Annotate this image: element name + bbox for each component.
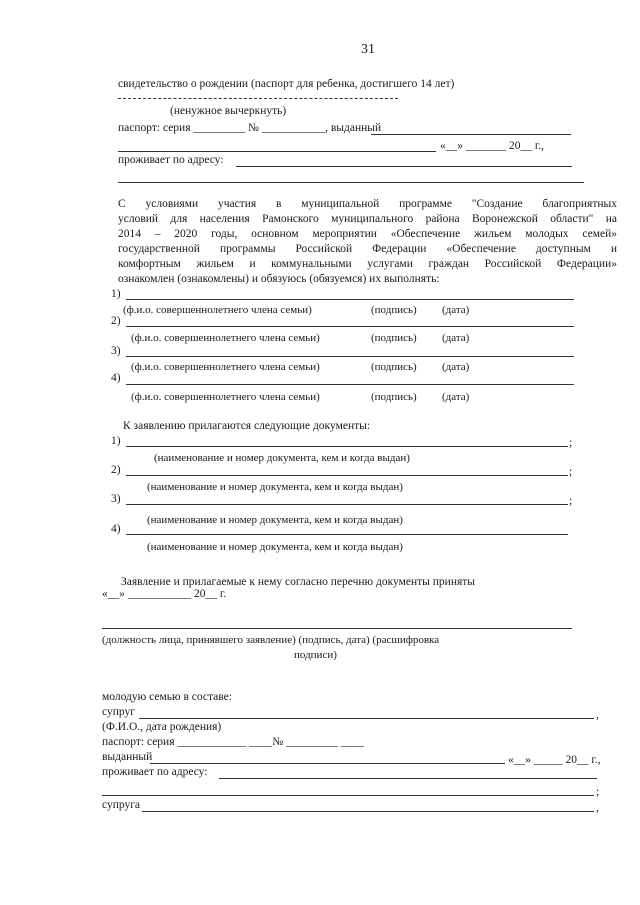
address-field-continued[interactable] — [118, 182, 584, 183]
member-number-4: 4) — [111, 372, 121, 384]
family-address-end: ; — [596, 786, 600, 798]
issued-by-field[interactable] — [371, 134, 571, 135]
conditions-line-2: условий для населения Рамонского муниципального района Воронежской области" на — [118, 213, 617, 225]
page-number: 31 — [361, 42, 375, 57]
document-number-2: 2) — [111, 464, 121, 476]
issue-date: «__» _______ 20__ г., — [440, 140, 545, 152]
family-intro: молодую семью в составе: — [102, 691, 232, 703]
member-caption-sign-4: (подпись) — [371, 391, 417, 403]
spouse-f-end: , — [596, 802, 599, 814]
document-line-2[interactable] — [126, 475, 568, 476]
family-address-label: проживает по адресу: — [102, 766, 208, 778]
member-number-1: 1) — [111, 288, 121, 300]
document-number-1: 1) — [111, 435, 121, 447]
birth-certificate-line: свидетельство о рождении (паспорт для ребенка, достигшего 14 лет) — [118, 78, 455, 90]
member-line-3[interactable] — [126, 356, 574, 357]
member-caption-date-2: (дата) — [442, 332, 470, 344]
member-line-1[interactable] — [126, 299, 574, 300]
document-line-4[interactable] — [126, 534, 568, 535]
spouse-f-field[interactable] — [142, 811, 594, 812]
document-number-3: 3) — [111, 493, 121, 505]
member-caption-sign-2: (подпись) — [371, 332, 417, 344]
divider — [118, 98, 398, 99]
address-label: проживает по адресу: — [118, 154, 224, 166]
family-passport-line: паспорт: серия ____________ ____№ _________ ____ — [102, 736, 364, 748]
accepted-caption: (должность лица, принявшего заявление) (подпись, дата) (расшифровка — [102, 634, 440, 646]
document-end-mark-1: ; — [569, 437, 573, 449]
member-caption-name-1: (ф.и.о. совершеннолетнего члена семьи) — [123, 304, 312, 316]
member-caption-sign-3: (подпись) — [371, 361, 417, 373]
spouse-f-label: супруга — [102, 799, 141, 811]
documents-heading: К заявлению прилагаются следующие документы: — [123, 420, 371, 432]
accepted-text: Заявление и прилагаемые к нему согласно перечню документы приняты — [121, 576, 476, 588]
member-caption-sign-1: (подпись) — [371, 304, 417, 316]
member-line-2[interactable] — [126, 326, 574, 327]
document-line-3[interactable] — [126, 504, 568, 505]
conditions-line-3: 2014 – 2020 годы, основном мероприятии «Обеспечение жильем молодых семей» — [118, 228, 617, 240]
spouse-m-label: супруг — [102, 706, 135, 718]
issued-field[interactable] — [150, 763, 505, 764]
issued-label: выданный — [102, 751, 153, 763]
conditions-line-5: комфортным жильем и коммунальными услугами граждан Российской Федерации» — [118, 258, 617, 270]
member-caption-date-3: (дата) — [442, 361, 470, 373]
address-field[interactable] — [236, 166, 572, 167]
member-number-2: 2) — [111, 315, 121, 327]
issued-by-field-continued[interactable] — [118, 151, 436, 152]
member-number-3: 3) — [111, 345, 121, 357]
conditions-line-4: государственной программы Российской Федерации «Обеспечение доступным и — [118, 243, 617, 255]
member-caption-name-3: (ф.и.о. совершеннолетнего члена семьи) — [131, 361, 320, 373]
member-caption-date-4: (дата) — [442, 391, 470, 403]
passport-series-line: паспорт: серия _________ № ___________, выданный — [118, 122, 382, 134]
document-number-4: 4) — [111, 523, 121, 535]
member-caption-name-4: (ф.и.о. совершеннолетнего члена семьи) — [131, 391, 320, 403]
member-caption-date-1: (дата) — [442, 304, 470, 316]
document-caption-2: (наименование и номер документа, кем и когда выдан) — [147, 481, 403, 493]
accepted-caption-2: подписи) — [294, 649, 337, 661]
spouse-m-field[interactable] — [139, 718, 594, 719]
fio-caption: (Ф.И.О., дата рождения) — [102, 721, 222, 733]
document-caption-1: (наименование и номер документа, кем и когда выдан) — [154, 452, 410, 464]
member-caption-name-2: (ф.и.о. совершеннолетнего члена семьи) — [131, 332, 320, 344]
document-end-mark-2: ; — [569, 466, 573, 478]
family-address-field-continued[interactable] — [102, 795, 594, 796]
document-caption-3: (наименование и номер документа, кем и когда выдан) — [147, 514, 403, 526]
conditions-line-1: С условиями участия в муниципальной программе "Создание благоприятных — [118, 198, 617, 210]
issued-date: «__» _____ 20__ г., — [508, 754, 601, 766]
family-address-field[interactable] — [219, 778, 597, 779]
document-caption-4: (наименование и номер документа, кем и когда выдан) — [147, 541, 403, 553]
accepted-signature-line[interactable] — [102, 628, 572, 629]
strike-note: (ненужное вычеркнуть) — [170, 105, 287, 117]
spouse-m-end: , — [596, 709, 599, 721]
accepted-date: «__» ___________ 20__ г. — [102, 588, 227, 600]
conditions-last-line: ознакомлен (ознакомлены) и обязуюсь (обязуемся) их выполнять: — [118, 273, 440, 285]
document-line-1[interactable] — [126, 446, 568, 447]
member-line-4[interactable] — [126, 384, 574, 385]
document-end-mark-3: ; — [569, 495, 573, 507]
